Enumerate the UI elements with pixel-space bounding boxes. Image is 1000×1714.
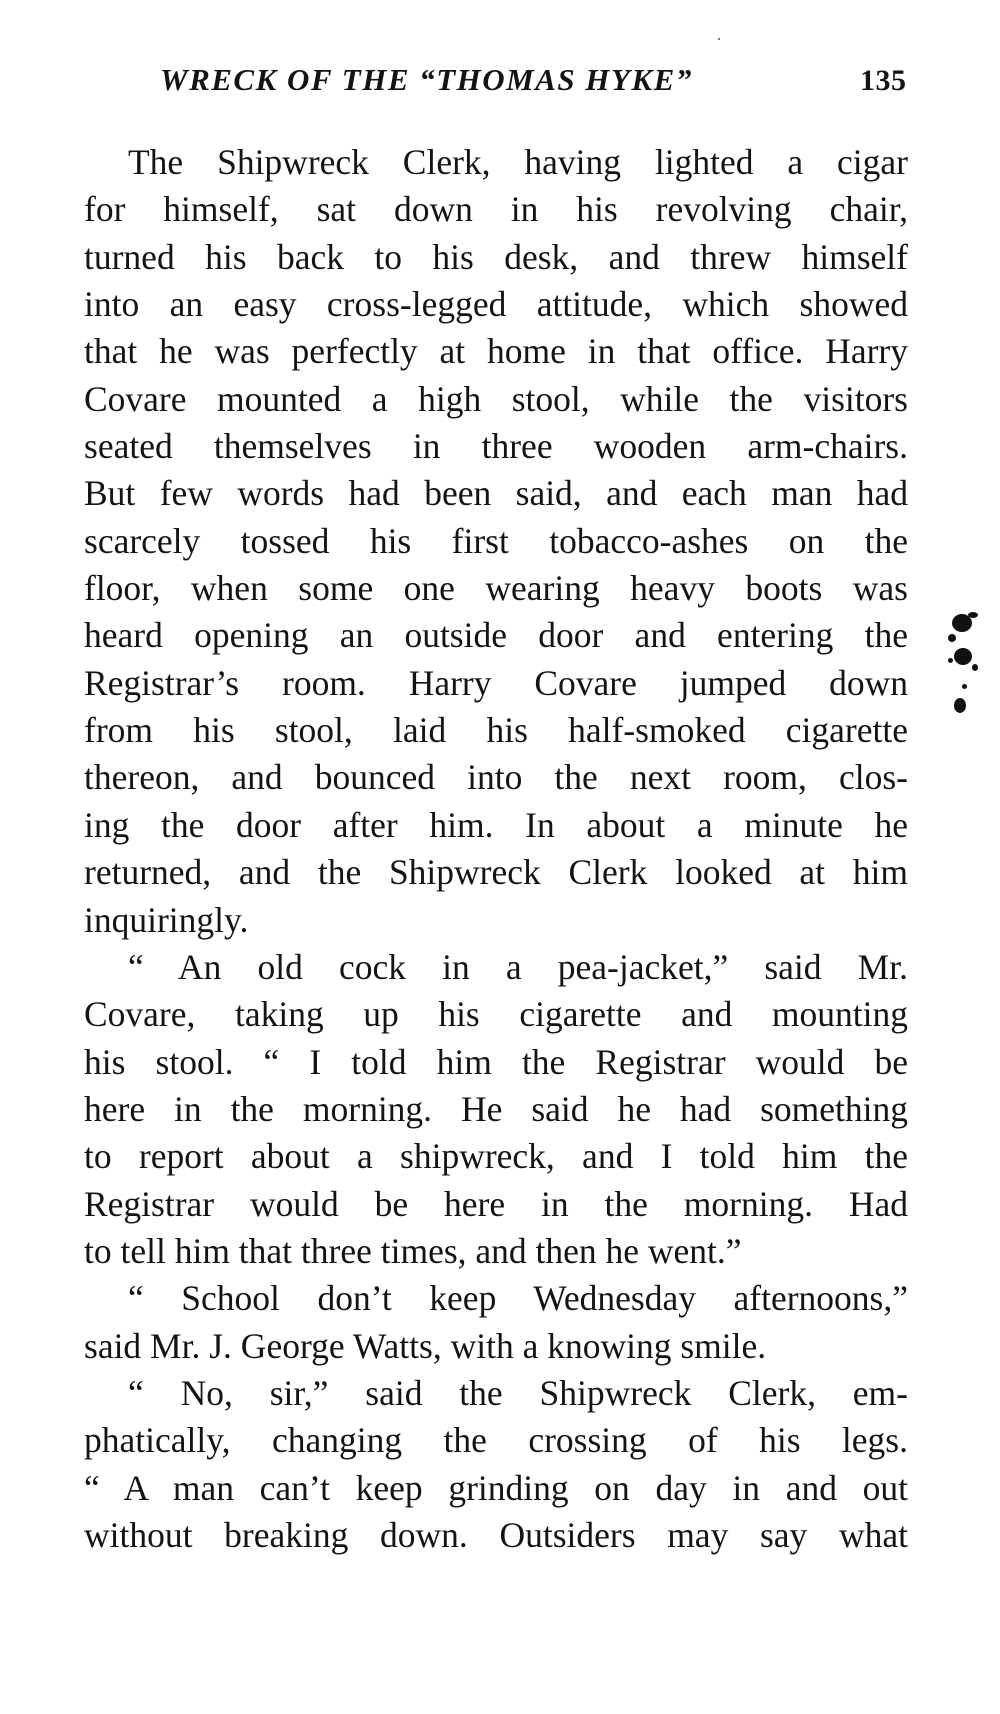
text-line: Covare mounted a high stool, while the visitors [84, 378, 908, 419]
text-line: ing the door after him. In about a minute he [84, 804, 908, 845]
text-line: to report about a shipwreck, and I told him the [84, 1136, 908, 1177]
text-line: Registrar would be here in the morning. Had [84, 1183, 908, 1224]
text-line: that he was perfectly at home in that office. Harry [84, 331, 908, 372]
running-title: WRECK OF THE “THOMAS HYKE” [160, 62, 693, 97]
text-line: without breaking down. Outsiders may say what [84, 1514, 908, 1555]
text-line: for himself, sat down in his revolving chair, [84, 189, 908, 230]
ink-blot [968, 612, 978, 618]
text-line: phatically, changing the crossing of his legs. [84, 1420, 908, 1461]
body-text [84, 139, 908, 1559]
ink-blot [954, 648, 972, 665]
text-line: turned his back to his desk, and threw himself [84, 236, 908, 277]
text-line: “ An old cock in a pea-jacket,” said Mr. [128, 946, 908, 987]
text-line: Registrar’s room. Harry Covare jumped down [84, 662, 908, 703]
text-line: seated themselves in three wooden arm-chairs. [84, 426, 908, 467]
text-line: scarcely tossed his first tobacco-ashes on the [84, 520, 908, 561]
ink-blot [962, 684, 967, 689]
ink-blot [948, 658, 953, 663]
text-line: “ A man can’t keep grinding on day in and out [84, 1467, 908, 1508]
text-line: returned, and the Shipwreck Clerk looked at him [84, 852, 908, 893]
text-line: from his stool, laid his half-smoked cigarette [84, 710, 908, 751]
ink-blot [948, 634, 956, 642]
ink-blot [972, 664, 978, 671]
text-line: “ School don’t keep Wednesday afternoons,” [128, 1278, 908, 1319]
ink-blots [948, 614, 988, 734]
text-line: thereon, and bounced into the next room, clos- [84, 757, 908, 798]
text-line: into an easy cross-legged attitude, which showed [84, 284, 908, 325]
paper-speck [718, 38, 720, 40]
text-line: heard opening an outside door and entering the [84, 615, 908, 656]
text-line: The Shipwreck Clerk, having lighted a cigar [128, 142, 908, 182]
ink-blot [954, 698, 966, 713]
text-line: said Mr. J. George Watts, with a knowing smile. [84, 1325, 767, 1366]
running-head [160, 62, 920, 108]
text-line: to tell him that three times, and then he went.” [84, 1230, 742, 1271]
text-line: here in the morning. He said he had something [84, 1088, 908, 1129]
text-line: floor, when some one wearing heavy boots was [84, 568, 908, 609]
page-number: 135 [860, 64, 907, 97]
text-line: Covare, taking up his cigarette and mounting [84, 994, 908, 1035]
text-line: his stool. “ I told him the Registrar would be [84, 1041, 908, 1082]
text-line: “ No, sir,” said the Shipwreck Clerk, em- [128, 1372, 908, 1413]
text-line: inquiringly. [84, 899, 249, 940]
text-line: But few words had been said, and each man had [84, 473, 908, 514]
